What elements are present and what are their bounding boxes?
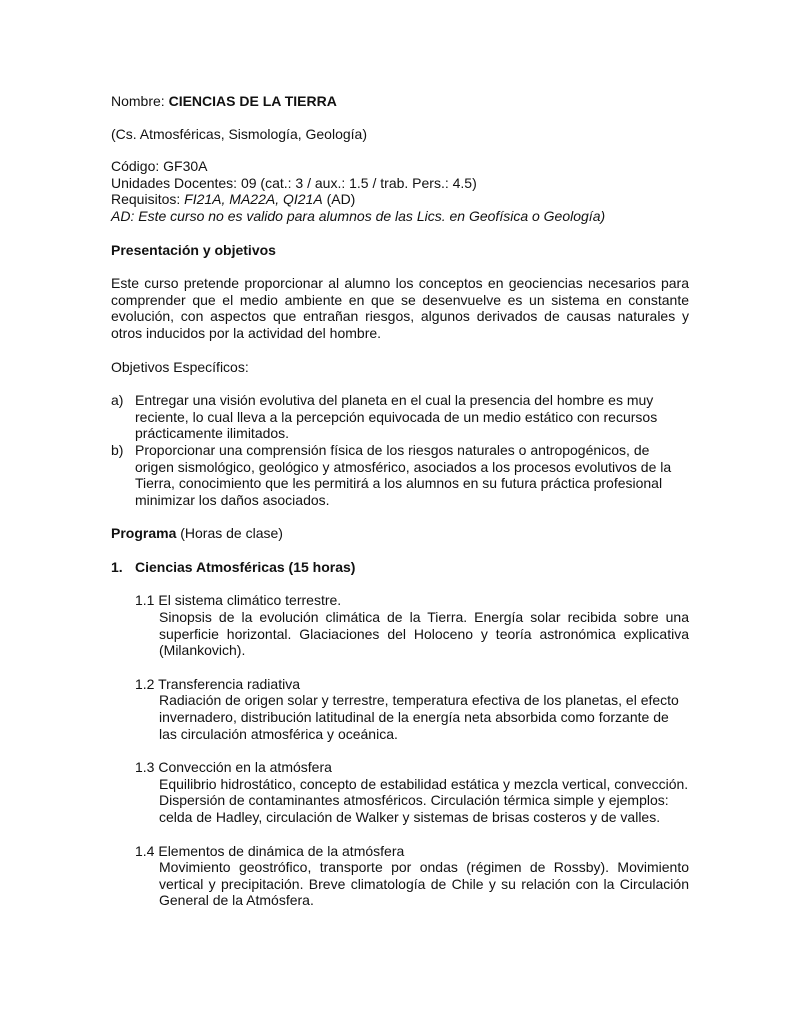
program-heading: Programa [111, 525, 177, 542]
course-code-line [111, 158, 689, 175]
list-marker: a) [111, 392, 124, 409]
subsection-title: 1.2 Transferencia radiativa [135, 675, 300, 692]
ad-note: AD: Este curso no es valido para alumnos de las Lics. en Geofísica o Geología) [111, 207, 606, 224]
course-code-value: GF30A [163, 158, 208, 175]
course-requirements [111, 191, 689, 208]
list-item [111, 442, 689, 508]
subsection-title: 1.4 Elementos de dinámica de la atmósfera [135, 842, 405, 859]
list-item-text: Entregar una visión evolutiva del planeta en el cual la presencia del hombre es muy reciente, lo cual lleva a la percepción equivocada de un medio estático con recursos prácticamente ilimitados. [135, 392, 658, 442]
subsection [111, 843, 689, 909]
course-name-label: Nombre: [111, 93, 165, 109]
presentation-heading: Presentación y objetivos [111, 241, 276, 258]
section-number: 1. [111, 558, 123, 575]
section-title: Ciencias Atmosféricas (15 horas) [135, 558, 356, 575]
list-item [111, 392, 689, 442]
program-heading-suffix: (Horas de clase) [180, 525, 283, 542]
requirements-suffix: (AD) [326, 191, 356, 208]
subsection-body: Radiación de origen solar y terrestre, temperatura efectiva de los planetas, el efecto invernadero, distribución latitudinal de la energía neta absorbida como forzante de las circulación atmosférica y oceánica. [159, 692, 679, 742]
course-units: Unidades Docentes: 09 (cat.: 3 / aux.: 1.5 / trab. Pers.: 4.5) [111, 174, 477, 191]
subsection-body: Movimiento geostrófico, transporte por ondas (régimen de Rossby). Movimiento vertical y precipitación. Breve climatología de Chile y su relación con la Circulación General de la Atmósfera. [159, 859, 689, 909]
list-marker: b) [111, 441, 124, 458]
course-name-line [111, 93, 689, 110]
subsection-title: 1.3 Convección en la atmósfera [135, 759, 332, 776]
subsection-title: 1.1 El sistema climático terrestre. [135, 592, 342, 609]
course-code-label: Código: [111, 158, 160, 175]
subsection [111, 759, 689, 825]
subsection-body: Sinopsis de la evolución climática de la Tierra. Energía solar recibida sobre una superficie horizontal. Glaciaciones del Holoceno y teoría astronómica explicativa (Milankovich). [159, 609, 689, 659]
subsection [111, 592, 689, 658]
requirements-value: FI21A, MA22A, QI21A [184, 191, 323, 208]
requirements-label: Requisitos: [111, 191, 181, 208]
list-item-text: Proporcionar una comprensión física de los riesgos naturales o antropogénicos, de origen sismológico, geológico y atmosférico, asociados a los procesos evolutivos de la Tierra, conocimiento que les permitirá a los alumnos en su futura práctica profesional minimizar los daños asociados. [135, 441, 672, 508]
course-subtitle: (Cs. Atmosféricas, Sismología, Geología) [111, 125, 367, 142]
course-name-value: CIENCIAS DE LA TIERRA [168, 93, 337, 109]
section-heading [111, 559, 689, 576]
subsection-body: Equilibrio hidrostático, concepto de estabilidad estática y mezcla vertical, convección. Dispersión de contaminantes atmosféricos. Circulación térmica simple y ejemplos: celda de Hadley, circulación de Walker y sistemas de brisas costeros y de valles. [159, 775, 689, 825]
presentation-paragraph: Este curso pretende proporcionar al alumno los conceptos en geociencias necesarios para comprender que el medio ambiente en que se desenvuelve es un sistema en constante evolución, con aspectos que entrañan riesgos, algunos derivados de causas naturales y otros inducidos por la actividad del hombre. [111, 275, 689, 341]
objectives-list [111, 392, 689, 508]
objectives-heading: Objetivos Específicos: [111, 358, 249, 375]
program-heading-line [111, 525, 689, 542]
subsection [111, 676, 689, 742]
document-content [111, 93, 689, 909]
